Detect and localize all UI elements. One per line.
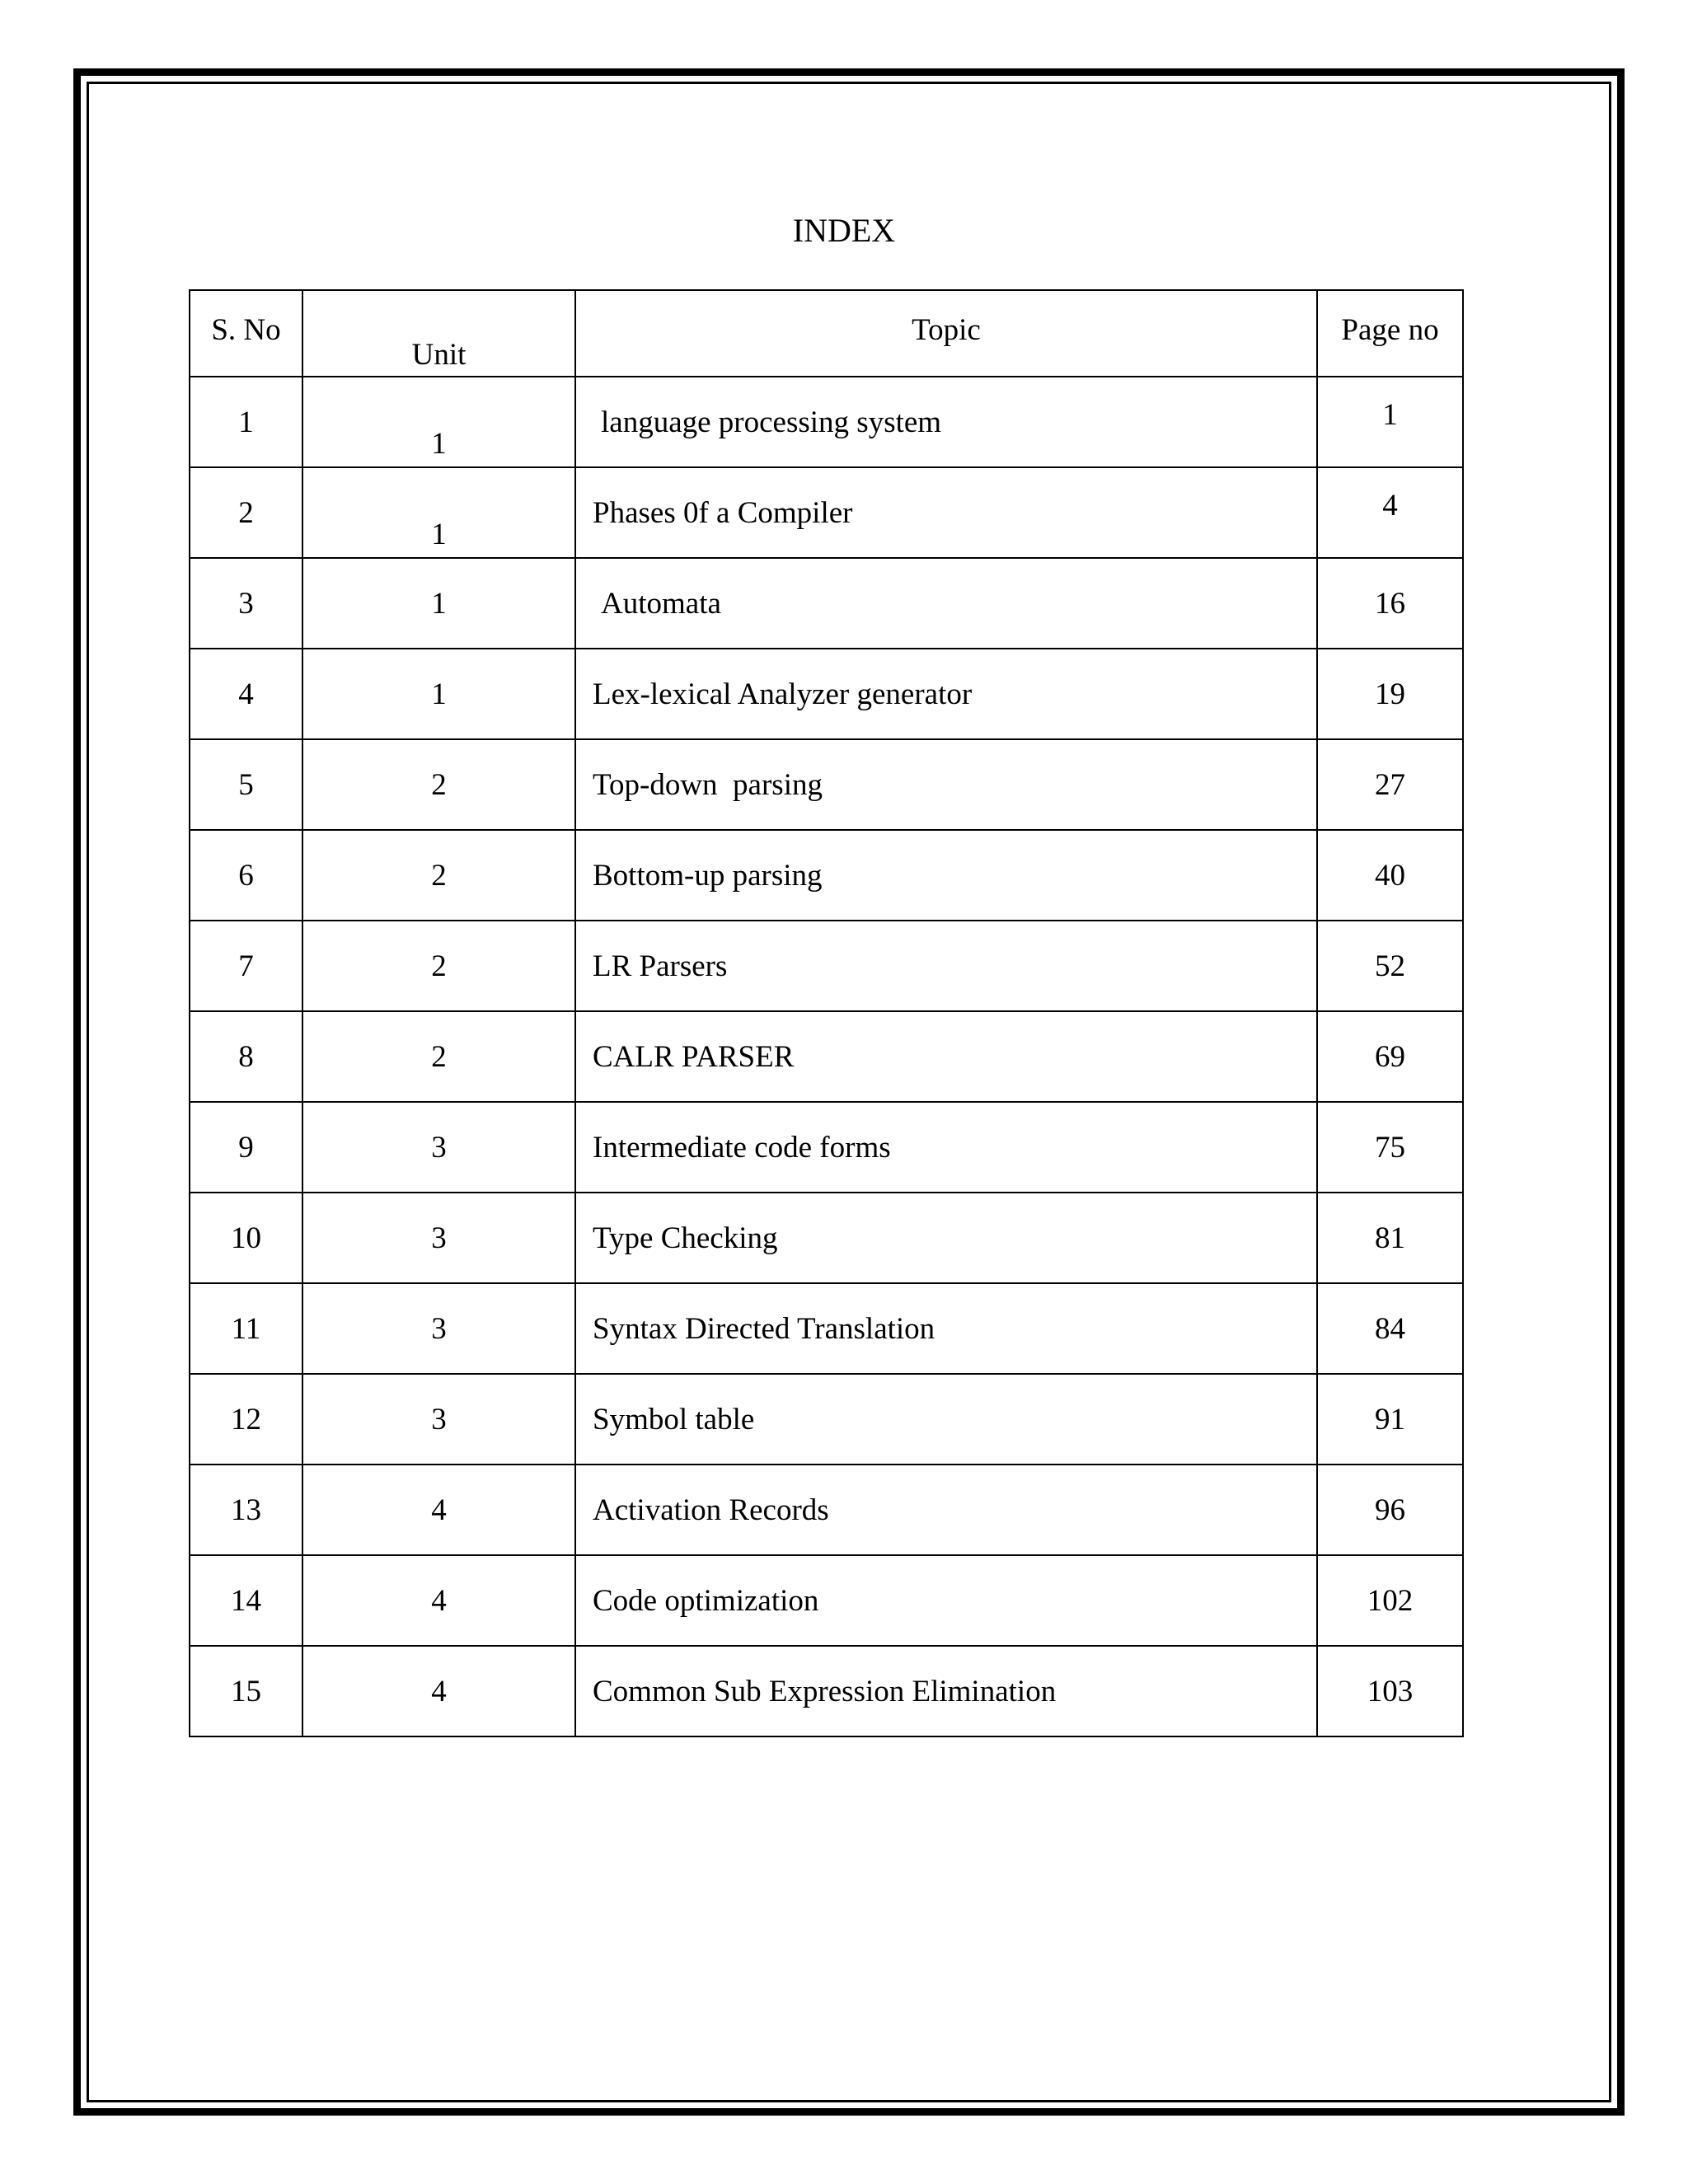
- cell-topic: Code optimization: [575, 1555, 1317, 1646]
- cell-sno: 9: [190, 1102, 302, 1193]
- index-table: [189, 289, 1464, 1737]
- table-row: [190, 558, 1463, 649]
- cell-unit: 1: [302, 558, 575, 649]
- table-row: [190, 1102, 1463, 1193]
- cell-sno: 14: [190, 1555, 302, 1646]
- cell-sno: 7: [190, 921, 302, 1011]
- cell-unit: 3: [302, 1193, 575, 1283]
- cell-unit: 3: [302, 1102, 575, 1193]
- cell-topic: language processing system: [575, 377, 1317, 467]
- cell-unit: 1: [302, 467, 575, 558]
- cell-sno: 15: [190, 1646, 302, 1736]
- cell-topic: Type Checking: [575, 1193, 1317, 1283]
- cell-topic: Syntax Directed Translation: [575, 1283, 1317, 1374]
- table-header-row: [190, 290, 1463, 377]
- cell-sno: 12: [190, 1374, 302, 1465]
- table-row: [190, 830, 1463, 921]
- cell-page: 96: [1317, 1465, 1463, 1555]
- cell-sno: 10: [190, 1193, 302, 1283]
- header-page: Page no: [1317, 290, 1463, 377]
- cell-page: 81: [1317, 1193, 1463, 1283]
- table-row: [190, 1646, 1463, 1736]
- cell-topic: Activation Records: [575, 1465, 1317, 1555]
- cell-page: 69: [1317, 1011, 1463, 1102]
- cell-topic: Bottom-up parsing: [575, 830, 1317, 921]
- cell-page: 102: [1317, 1555, 1463, 1646]
- cell-unit: 2: [302, 921, 575, 1011]
- cell-sno: 2: [190, 467, 302, 558]
- table-row: [190, 1374, 1463, 1465]
- cell-page: 19: [1317, 649, 1463, 739]
- cell-unit: 2: [302, 830, 575, 921]
- table-row: [190, 1465, 1463, 1555]
- cell-sno: 4: [190, 649, 302, 739]
- page-title: INDEX: [792, 212, 896, 249]
- cell-page: 40: [1317, 830, 1463, 921]
- cell-page: 4: [1317, 467, 1463, 558]
- cell-unit: 4: [302, 1465, 575, 1555]
- cell-page: 84: [1317, 1283, 1463, 1374]
- cell-unit: 3: [302, 1374, 575, 1465]
- cell-topic: Automata: [575, 558, 1317, 649]
- table-row: [190, 377, 1463, 467]
- table-row: [190, 467, 1463, 558]
- header-sno: S. No: [190, 290, 302, 377]
- cell-unit: 4: [302, 1646, 575, 1736]
- cell-sno: 13: [190, 1465, 302, 1555]
- table-row: [190, 1555, 1463, 1646]
- cell-sno: 8: [190, 1011, 302, 1102]
- header-unit: Unit: [302, 290, 575, 377]
- cell-unit: 4: [302, 1555, 575, 1646]
- header-topic: Topic: [575, 290, 1317, 377]
- cell-unit: 2: [302, 1011, 575, 1102]
- cell-sno: 11: [190, 1283, 302, 1374]
- cell-sno: 3: [190, 558, 302, 649]
- cell-page: 91: [1317, 1374, 1463, 1465]
- cell-sno: 5: [190, 739, 302, 830]
- cell-page: 75: [1317, 1102, 1463, 1193]
- cell-unit: 1: [302, 649, 575, 739]
- cell-unit: 1: [302, 377, 575, 467]
- table-row: [190, 1283, 1463, 1374]
- table-row: [190, 739, 1463, 830]
- cell-topic: LR Parsers: [575, 921, 1317, 1011]
- cell-sno: 1: [190, 377, 302, 467]
- table-row: [190, 921, 1463, 1011]
- cell-topic: Common Sub Expression Elimination: [575, 1646, 1317, 1736]
- table-row: [190, 1011, 1463, 1102]
- cell-topic: Lex-lexical Analyzer generator: [575, 649, 1317, 739]
- table-row: [190, 1193, 1463, 1283]
- cell-page: 1: [1317, 377, 1463, 467]
- cell-unit: 3: [302, 1283, 575, 1374]
- cell-page: 16: [1317, 558, 1463, 649]
- cell-topic: Intermediate code forms: [575, 1102, 1317, 1193]
- cell-page: 103: [1317, 1646, 1463, 1736]
- cell-unit: 2: [302, 739, 575, 830]
- cell-topic: CALR PARSER: [575, 1011, 1317, 1102]
- cell-page: 27: [1317, 739, 1463, 830]
- table-row: [190, 649, 1463, 739]
- cell-topic: Phases 0f a Compiler: [575, 467, 1317, 558]
- cell-sno: 6: [190, 830, 302, 921]
- cell-topic: Symbol table: [575, 1374, 1317, 1465]
- cell-topic: Top-down parsing: [575, 739, 1317, 830]
- cell-page: 52: [1317, 921, 1463, 1011]
